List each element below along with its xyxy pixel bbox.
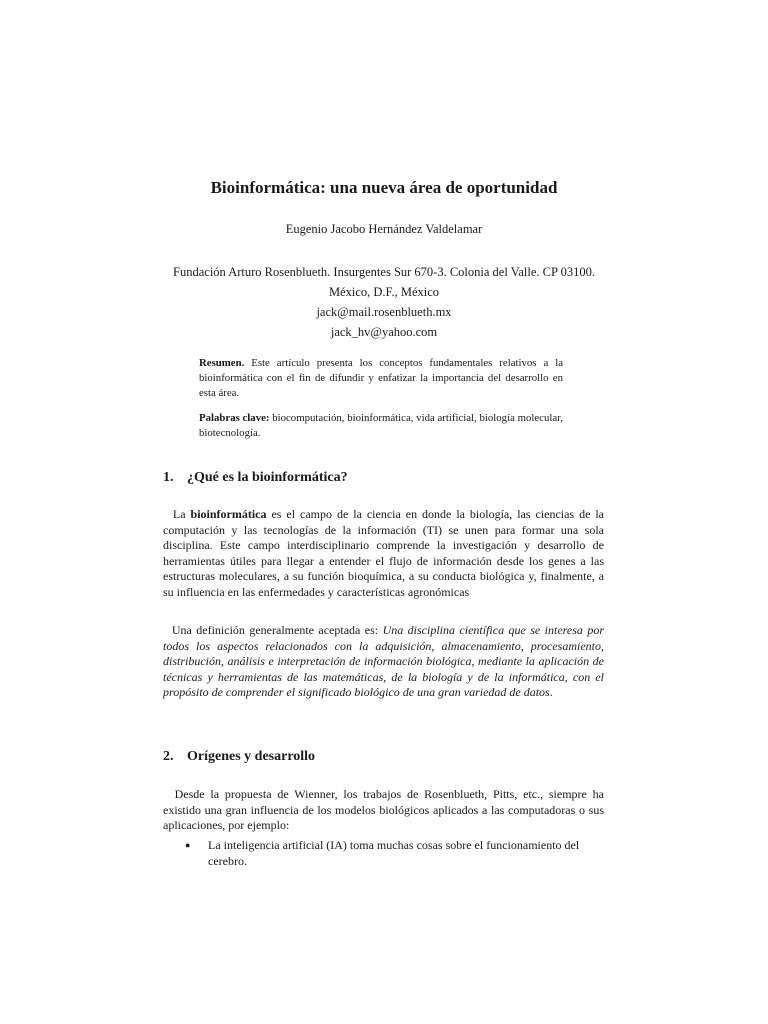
section-1-number: 1. <box>163 470 174 485</box>
affiliation-line-1: Fundación Arturo Rosenblueth. Insurgentes Sur 670-3. Colonia del Valle. CP 03100. <box>173 265 595 279</box>
keywords-paragraph <box>199 411 563 441</box>
list-item <box>185 838 605 869</box>
section-2-para1-text: Desde la propuesta de Wienner, los trabajos de Rosenblueth, Pitts, etc., siempre ha existido una gran influencia de los modelos biológicos aplicados a las computadoras o sus aplicaciones, por ejemplo: <box>163 787 605 832</box>
section-2-paragraph-1 <box>163 787 604 834</box>
bullet-icon: ● <box>185 840 191 850</box>
bullet-text: La inteligencia artificial (IA) toma muchas cosas sobre el funcionamiento del cerebro. <box>208 838 580 868</box>
email-secondary: jack_hv@yahoo.com <box>330 325 438 339</box>
keywords-label: Palabras clave: <box>199 412 270 424</box>
section-1-paragraph-1 <box>163 507 604 600</box>
abstract-text: Este artículo presenta los conceptos fundamentales relativos a la bioinformática con el fin de difundir y enfatizar la importancia del desarrollo en esta área. <box>199 357 563 399</box>
affiliation-block <box>150 262 618 342</box>
paper-title: Bioinformática: una nueva área de oportunidad <box>210 178 558 197</box>
para1-bold-term: bioinformática <box>190 507 267 521</box>
para2-definition: Una disciplina científica que se interesa por todos los aspectos relacionados con la adquisición, almacenamiento, procesamiento, distribución, análisis e interpretación de información biológica, mediante la aplicación de técnicas y herramientas de las matemáticas, de la biología y de la informática, con el propósito de comprender el significado biológico de una gran variedad de datos <box>163 623 604 699</box>
abstract-paragraph <box>199 356 563 401</box>
section-2-number: 2. <box>163 749 174 764</box>
abstract-block <box>199 356 563 441</box>
section-2-heading <box>163 749 315 765</box>
email-primary: jack@mail.rosenblueth.mx <box>316 305 452 319</box>
para1-prefix: La <box>172 507 191 521</box>
affiliation-line-2: México, D.F., México <box>328 285 440 299</box>
para2-suffix: . <box>549 685 553 699</box>
section-1-heading <box>163 470 348 486</box>
para1-rest: es el campo de la ciencia en donde la biología, las ciencias de la computación y las tecnologías de la información (TI) se unen para formar una sola disciplina. Este campo interdisciplinario comprende la investigación y desarrollo de herramientas útiles para llegar a entender el flujo de información desde los genes a las estructuras moleculares, a su función bioquímica, a su conducta biológica y, finalmente, a su influencia en las enfermedades y características agronómicas <box>163 507 605 599</box>
section-2-title: Orígenes y desarrollo <box>187 749 316 764</box>
section-1-title: ¿Qué es la bioinformática? <box>187 470 348 485</box>
section-1-paragraph-2 <box>163 623 604 701</box>
para2-prefix: Una definición generalmente aceptada es: <box>171 623 383 637</box>
author-name: Eugenio Jacobo Hernández Valdelamar <box>285 222 483 236</box>
abstract-label: Resumen. <box>199 357 245 369</box>
keywords-text: biocomputación, bioinformática, vida artificial, biología molecular, biotecnología. <box>199 412 564 439</box>
